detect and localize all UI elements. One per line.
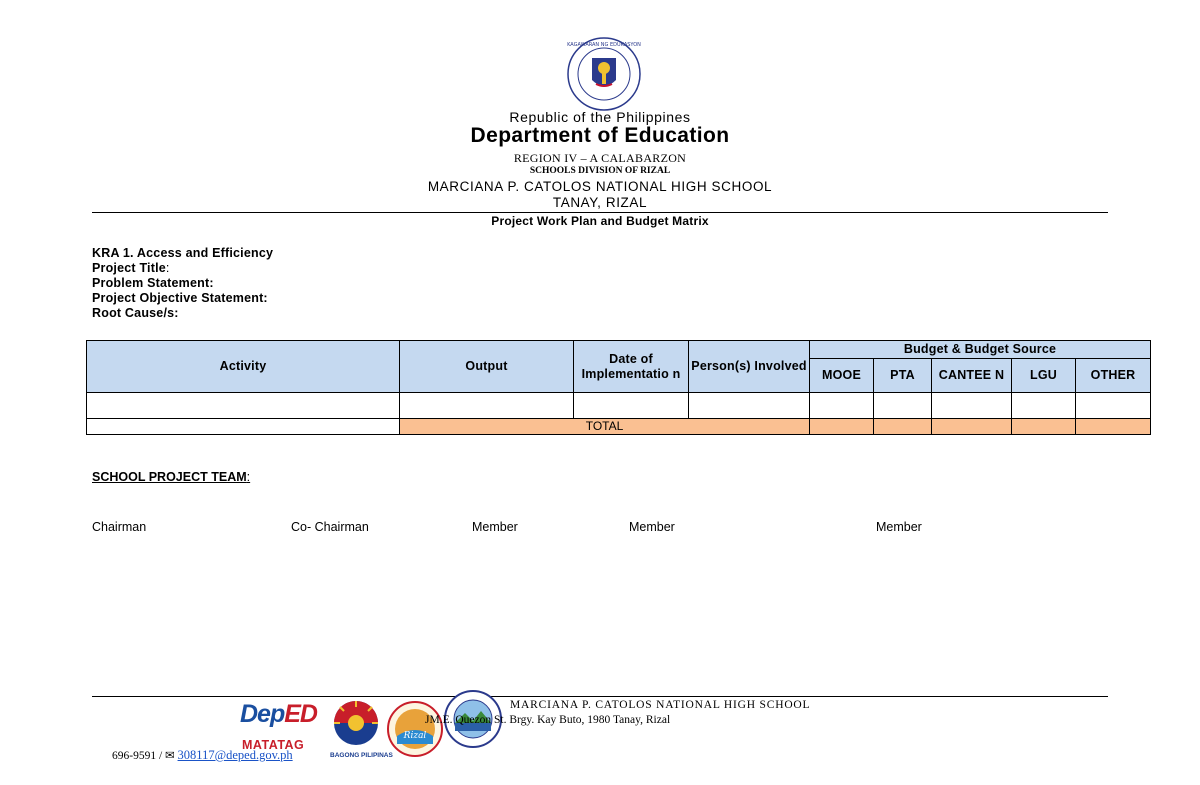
role-co-chairman: Co- Chairman xyxy=(291,520,369,534)
deped-seal-logo xyxy=(566,36,642,112)
document-title: Project Work Plan and Budget Matrix xyxy=(491,214,709,228)
cell-mooe[interactable] xyxy=(810,393,874,419)
kra-label: KRA 1. Access and Efficiency xyxy=(92,246,274,260)
col-header-date: Date of Implementatio n xyxy=(574,341,689,393)
total-canteen[interactable] xyxy=(932,419,1012,435)
school-town: TANAY, RIZAL xyxy=(552,195,648,210)
col-header-canteen: CANTEE N xyxy=(932,359,1012,393)
project-title-label: Project Title xyxy=(92,261,166,275)
cell-persons[interactable] xyxy=(689,393,810,419)
col-header-other: OTHER xyxy=(1076,359,1151,393)
deped-logo-dep: Dep xyxy=(240,700,285,728)
cell-pta[interactable] xyxy=(874,393,932,419)
col-header-budget: Budget & Budget Source xyxy=(810,341,1151,359)
footer-email-link[interactable]: 308117@deped.gov.ph xyxy=(177,748,293,762)
footer-phone: 696-9591 / xyxy=(112,750,163,762)
col-header-pta: PTA xyxy=(874,359,932,393)
total-mooe[interactable] xyxy=(810,419,874,435)
mail-icon: ✉ xyxy=(165,750,175,762)
republic-line: Republic of the Philippines xyxy=(509,109,691,125)
school-name: MARCIANA P. CATOLOS NATIONAL HIGH SCHOOL xyxy=(427,179,773,194)
cell-canteen[interactable] xyxy=(932,393,1012,419)
budget-matrix-table xyxy=(86,340,1151,435)
rizal-province-logo xyxy=(386,700,444,758)
role-member-3: Member xyxy=(876,520,922,534)
problem-statement-label: Problem Statement: xyxy=(92,276,214,290)
deped-logo-ed: ED xyxy=(284,700,317,728)
cell-lgu[interactable] xyxy=(1012,393,1076,419)
objective-statement-label: Project Objective Statement: xyxy=(92,291,268,305)
project-title-field xyxy=(92,261,170,276)
col-header-output: Output xyxy=(400,341,574,393)
cell-other[interactable] xyxy=(1076,393,1151,419)
bagong-pilipinas-logo xyxy=(328,697,384,759)
col-header-activity: Activity xyxy=(87,341,400,393)
division-line: SCHOOLS DIVISION OF RIZAL xyxy=(529,166,671,176)
bagong-pilipinas-text: BAGONG PILIPINAS xyxy=(330,752,393,759)
matatag-logo-text: MATATAG xyxy=(242,738,305,752)
table-row xyxy=(87,393,1151,419)
team-label-text: SCHOOL PROJECT TEAM xyxy=(92,470,247,484)
total-other[interactable] xyxy=(1076,419,1151,435)
role-chairman: Chairman xyxy=(92,520,147,534)
deped-logo xyxy=(240,700,317,729)
col-header-mooe: MOOE xyxy=(810,359,874,393)
footer-contact xyxy=(112,748,293,763)
seal-text: KAGAWARAN NG EDUKASYON xyxy=(567,42,641,48)
total-blank-cell xyxy=(87,419,400,435)
cell-date[interactable] xyxy=(574,393,689,419)
root-cause-label: Root Cause/s: xyxy=(92,306,179,320)
footer-divider xyxy=(92,696,1108,697)
header-divider xyxy=(92,212,1108,213)
total-lgu[interactable] xyxy=(1012,419,1076,435)
col-header-lgu: LGU xyxy=(1012,359,1076,393)
total-row xyxy=(87,419,1151,435)
school-project-team-label xyxy=(92,470,250,484)
team-label-suffix: : xyxy=(246,470,251,484)
total-pta[interactable] xyxy=(874,419,932,435)
role-member-1: Member xyxy=(472,520,518,534)
project-title-colon: : xyxy=(165,261,170,275)
footer-address: JM.E. Quezon St. Brgy. Kay Buto, 1980 Tanay, Rizal xyxy=(425,714,671,726)
col-header-persons: Person(s) Involved xyxy=(689,341,810,393)
department-title: Department of Education xyxy=(470,124,730,147)
total-label: TOTAL xyxy=(400,419,810,435)
footer-school-name: MARCIANA P. CATOLOS NATIONAL HIGH SCHOOL xyxy=(510,699,811,711)
rizal-logo-text: Rizal xyxy=(403,731,427,741)
region-line: REGION IV – A CALABARZON xyxy=(513,151,687,165)
cell-activity[interactable] xyxy=(87,393,400,419)
cell-output[interactable] xyxy=(400,393,574,419)
role-member-2: Member xyxy=(629,520,675,534)
